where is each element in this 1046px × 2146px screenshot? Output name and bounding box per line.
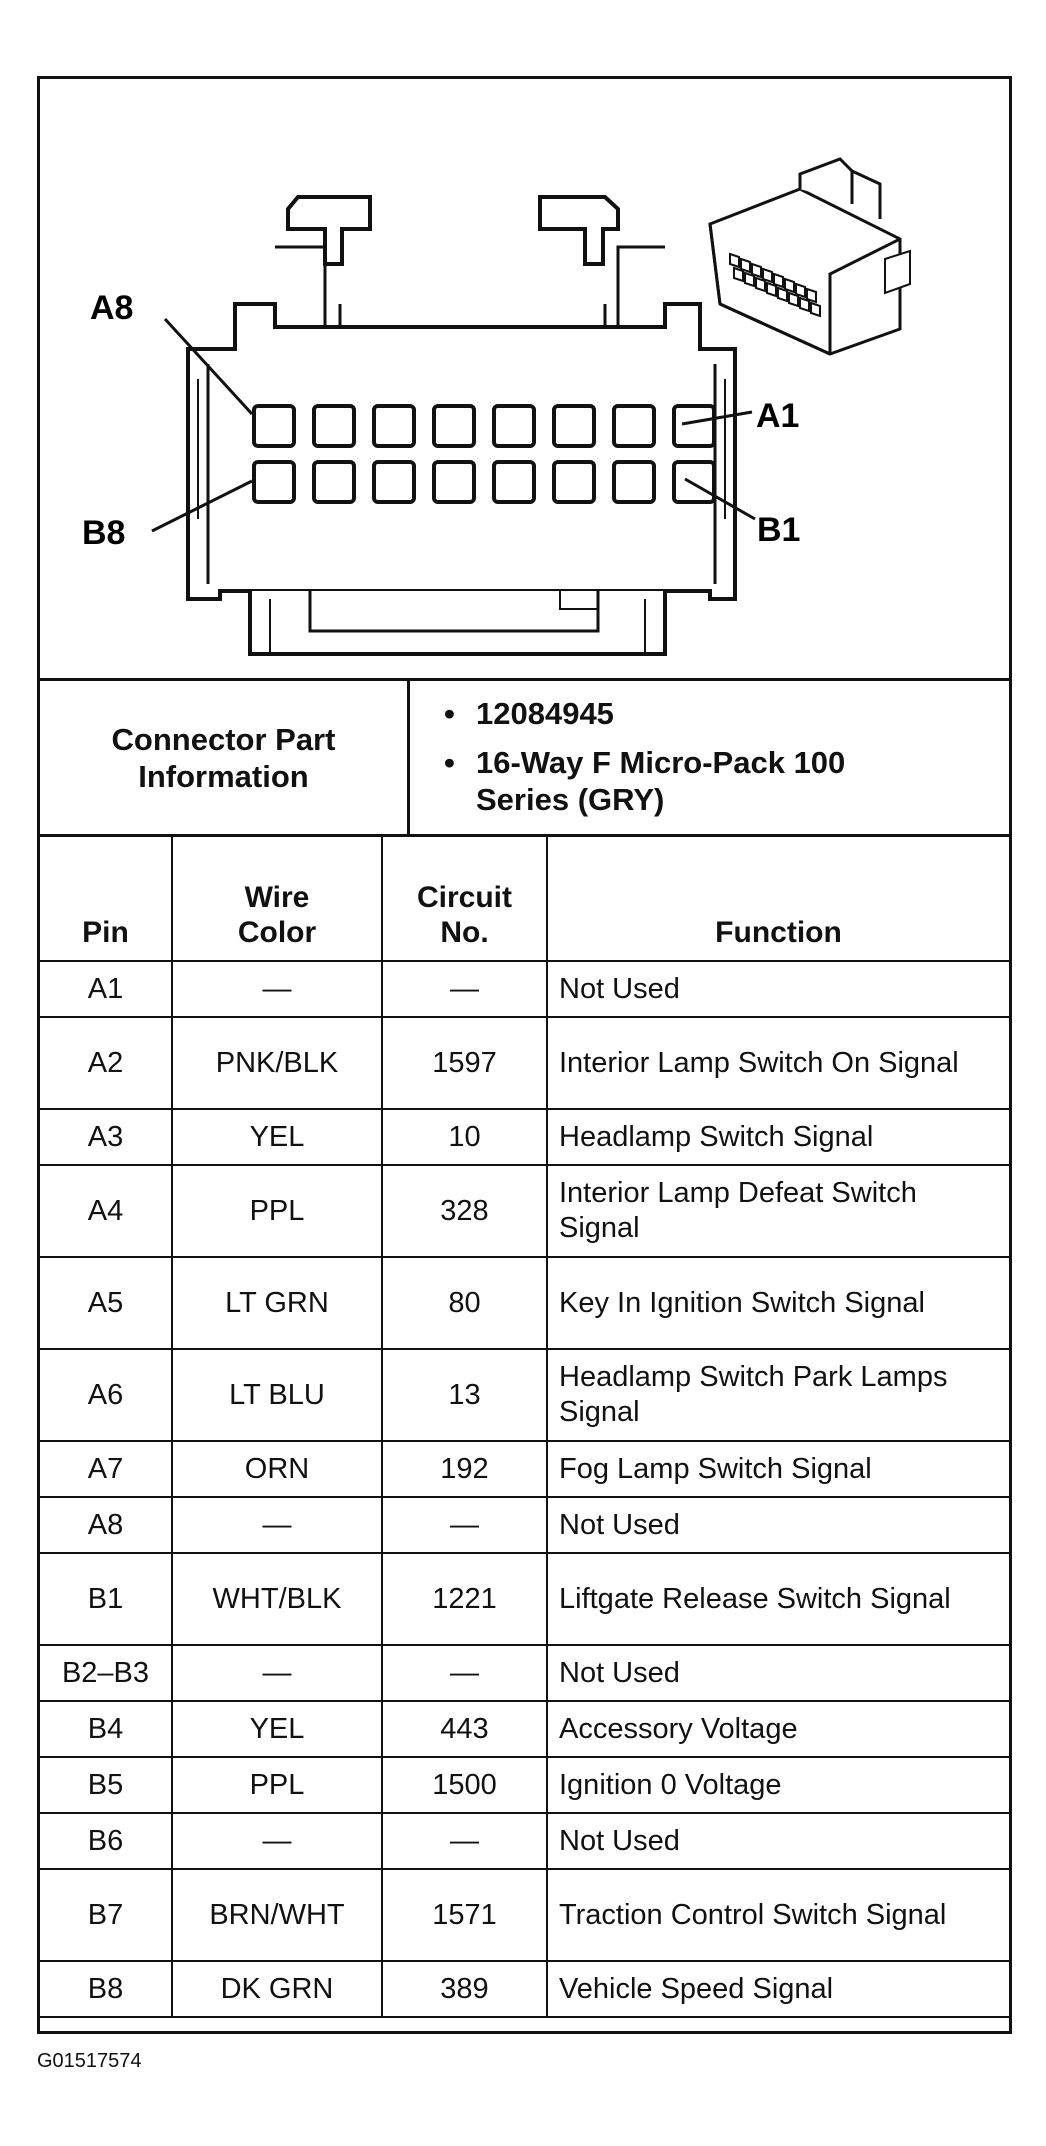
- circuit-cell: —: [382, 1645, 547, 1701]
- wire-color-cell: —: [172, 1813, 382, 1869]
- iso-cavity: [730, 254, 739, 267]
- part-info-label: Connector Part Information: [111, 721, 336, 794]
- function-cell: Interior Lamp Defeat Switch Signal: [547, 1165, 1009, 1257]
- cavity-b: [614, 462, 654, 502]
- pin-row: [40, 1257, 1009, 1349]
- wire-color-cell: ORN: [172, 1441, 382, 1497]
- iso-cavity: [811, 303, 820, 316]
- iso-cavity: [800, 298, 809, 311]
- circuit-cell: —: [382, 1497, 547, 1553]
- wire-color-cell: BRN/WHT: [172, 1869, 382, 1961]
- pin-cell: A5: [40, 1257, 172, 1349]
- circuit-cell: 10: [382, 1109, 547, 1165]
- wire-color-cell: WHT/BLK: [172, 1553, 382, 1645]
- pin-cell: B5: [40, 1757, 172, 1813]
- connector-diagram: [40, 79, 1009, 681]
- pin-cell: B8: [40, 1961, 172, 2017]
- function-cell: Not Used: [547, 1645, 1009, 1701]
- cavity-a: [374, 406, 414, 446]
- pin-table: [40, 834, 1009, 2018]
- header-pin: Pin: [40, 835, 172, 961]
- circuit-cell: 13: [382, 1349, 547, 1441]
- pin-row: [40, 1757, 1009, 1813]
- connector-isometric-icon: [710, 159, 910, 354]
- circuit-cell: 1571: [382, 1869, 547, 1961]
- circuit-cell: 1500: [382, 1757, 547, 1813]
- part-info-row: [40, 681, 1009, 837]
- wire-color-cell: LT BLU: [172, 1349, 382, 1441]
- pin-cell: B7: [40, 1869, 172, 1961]
- part-description: • 16-Way F Micro-Pack 100 Series (GRY): [444, 744, 876, 818]
- wire-color-cell: PNK/BLK: [172, 1017, 382, 1109]
- wire-color-cell: YEL: [172, 1109, 382, 1165]
- iso-cavity: [778, 288, 787, 301]
- circuit-cell: 389: [382, 1961, 547, 2017]
- iso-cavity: [756, 278, 765, 291]
- iso-cavity: [789, 293, 798, 306]
- pin-cell: A4: [40, 1165, 172, 1257]
- cavity-b: [374, 462, 414, 502]
- function-cell: Not Used: [547, 1813, 1009, 1869]
- cavity-a: [494, 406, 534, 446]
- connector-sheet: [37, 76, 1012, 2034]
- pin-row: [40, 1497, 1009, 1553]
- function-cell: Liftgate Release Switch Signal: [547, 1553, 1009, 1645]
- iso-cavity: [745, 273, 754, 286]
- cavity-a: [434, 406, 474, 446]
- cavity-b: [254, 462, 294, 502]
- function-cell: Headlamp Switch Signal: [547, 1109, 1009, 1165]
- pin-row: [40, 1017, 1009, 1109]
- header-circuit: Circuit No.: [382, 835, 547, 961]
- pin-cell: A6: [40, 1349, 172, 1441]
- pin-cell: B1: [40, 1553, 172, 1645]
- pin-row: [40, 1813, 1009, 1869]
- pin-row: [40, 1961, 1009, 2017]
- cavity-a: [614, 406, 654, 446]
- function-cell: Traction Control Switch Signal: [547, 1869, 1009, 1961]
- wire-color-cell: PPL: [172, 1165, 382, 1257]
- callout-b1: B1: [757, 511, 801, 549]
- function-cell: Key In Ignition Switch Signal: [547, 1257, 1009, 1349]
- part-info-values: [410, 681, 1006, 834]
- callout-b8: B8: [82, 514, 126, 552]
- function-cell: Fog Lamp Switch Signal: [547, 1441, 1009, 1497]
- pin-row: [40, 1165, 1009, 1257]
- circuit-cell: —: [382, 961, 547, 1017]
- circuit-cell: 80: [382, 1257, 547, 1349]
- wire-color-cell: PPL: [172, 1757, 382, 1813]
- function-cell: Accessory Voltage: [547, 1701, 1009, 1757]
- cavity-a: [554, 406, 594, 446]
- pin-cell: A3: [40, 1109, 172, 1165]
- function-cell: Headlamp Switch Park Lamps Signal: [547, 1349, 1009, 1441]
- wire-color-cell: —: [172, 1497, 382, 1553]
- pin-row: [40, 1441, 1009, 1497]
- pin-cell: A8: [40, 1497, 172, 1553]
- circuit-cell: 1597: [382, 1017, 547, 1109]
- pin-row: [40, 1109, 1009, 1165]
- part-info-label-cell: [40, 681, 410, 834]
- figure-code: G01517574: [37, 2050, 142, 2072]
- cavity-b: [674, 462, 714, 502]
- pin-cell: A1: [40, 961, 172, 1017]
- cavity-b: [554, 462, 594, 502]
- cavity-a: [254, 406, 294, 446]
- function-cell: Not Used: [547, 961, 1009, 1017]
- function-cell: Not Used: [547, 1497, 1009, 1553]
- circuit-cell: —: [382, 1813, 547, 1869]
- circuit-cell: 1221: [382, 1553, 547, 1645]
- pin-row: [40, 1553, 1009, 1645]
- function-cell: Ignition 0 Voltage: [547, 1757, 1009, 1813]
- cavity-b: [314, 462, 354, 502]
- wire-color-cell: —: [172, 1645, 382, 1701]
- cavity-b: [494, 462, 534, 502]
- pin-cell: B4: [40, 1701, 172, 1757]
- iso-cavity: [734, 268, 743, 281]
- wire-color-cell: —: [172, 961, 382, 1017]
- wire-color-cell: LT GRN: [172, 1257, 382, 1349]
- cavity-a: [674, 406, 714, 446]
- pin-cell: B2–B3: [40, 1645, 172, 1701]
- header-function: Function: [547, 835, 1009, 961]
- callout-a8: A8: [90, 289, 134, 327]
- header-wire-color: Wire Color: [172, 835, 382, 961]
- wire-color-cell: DK GRN: [172, 1961, 382, 2017]
- circuit-cell: 328: [382, 1165, 547, 1257]
- pin-cell: B6: [40, 1813, 172, 1869]
- cavity-b: [434, 462, 474, 502]
- pin-row: [40, 1349, 1009, 1441]
- cavity-a: [314, 406, 354, 446]
- connector-drawing: [40, 79, 1009, 679]
- pin-row: [40, 1701, 1009, 1757]
- pin-cell: A7: [40, 1441, 172, 1497]
- pin-row: [40, 1645, 1009, 1701]
- function-cell: Interior Lamp Switch On Signal: [547, 1017, 1009, 1109]
- circuit-cell: 443: [382, 1701, 547, 1757]
- part-number: • 12084945: [444, 695, 1006, 732]
- pin-row: [40, 961, 1009, 1017]
- pin-row: [40, 1869, 1009, 1961]
- iso-cavity: [767, 283, 776, 296]
- wire-color-cell: YEL: [172, 1701, 382, 1757]
- pin-cell: A2: [40, 1017, 172, 1109]
- function-cell: Vehicle Speed Signal: [547, 1961, 1009, 2017]
- circuit-cell: 192: [382, 1441, 547, 1497]
- callout-a1: A1: [756, 397, 800, 435]
